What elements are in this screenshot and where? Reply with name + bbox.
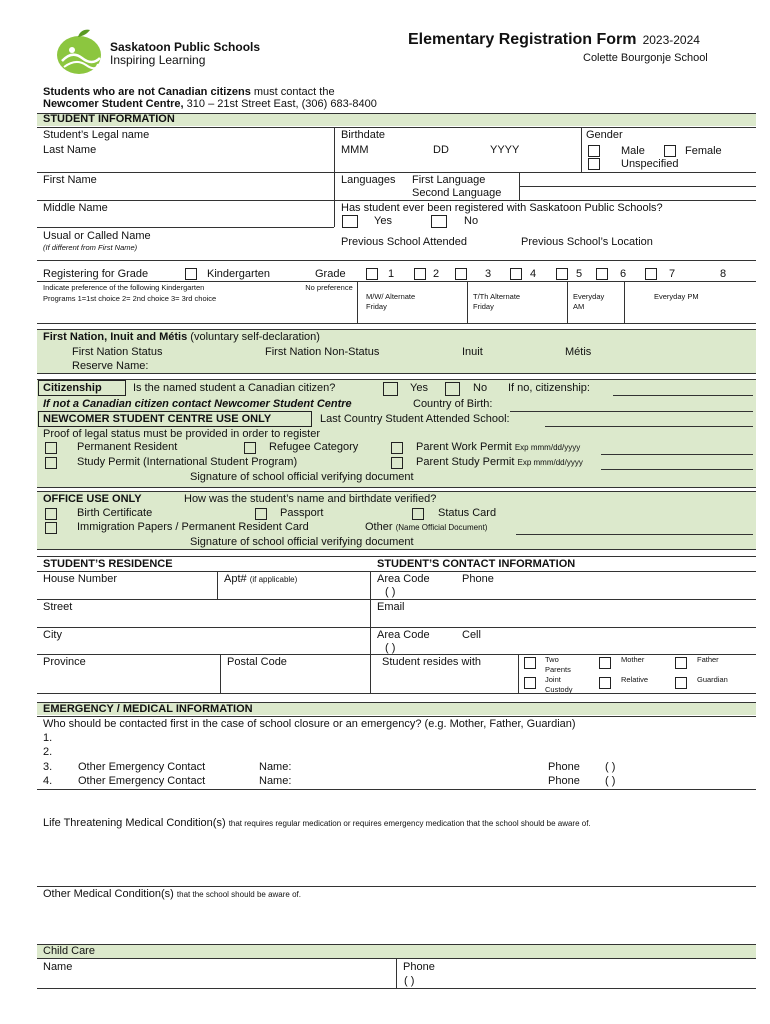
citizenship-signature-label: Signature of school official verifying document: [190, 471, 414, 483]
rule: [37, 599, 756, 600]
female-checkbox[interactable]: [664, 145, 676, 157]
rule: [37, 113, 756, 114]
rule: [519, 186, 756, 187]
first-nation-heading-text: First Nation, Inuit and Métis: [43, 331, 188, 343]
grade-7-checkbox[interactable]: [645, 268, 657, 280]
rule: [37, 260, 756, 261]
contact-name-label-3: Name:: [259, 761, 292, 773]
female-label: Female: [685, 145, 722, 157]
rule: [581, 127, 582, 172]
joint-custody-label: Joint Custody: [545, 675, 573, 694]
notice-bold-2: Newcomer Student Centre,: [43, 98, 184, 110]
last-country-label: Last Country Student Attended School:: [320, 413, 510, 425]
child-care-heading: Child Care: [43, 945, 95, 957]
fn-status-label: First Nation Status: [72, 346, 163, 358]
life-threatening-note: that requires regular medication or requires emergency medication that the school should be aware of.: [228, 819, 591, 828]
contact-name-label-4: Name:: [259, 775, 292, 787]
gender-label: Gender: [586, 129, 623, 141]
rule: [467, 281, 468, 323]
rule: [37, 886, 756, 887]
immigration-checkbox[interactable]: [45, 522, 57, 534]
inuit-label: Inuit: [462, 346, 483, 358]
other-doc-label: [365, 521, 487, 533]
work-permit-text: Parent Work Permit: [416, 441, 512, 453]
languages-label: Languages: [341, 174, 396, 186]
apt-text: Apt#: [224, 573, 247, 585]
male-checkbox[interactable]: [588, 145, 600, 157]
office-signature-label: Signature of school official verifying document: [190, 536, 414, 548]
child-care-name-label: Name: [43, 961, 73, 973]
citizen-yes-label: Yes: [410, 382, 428, 394]
rule: [37, 654, 756, 655]
grade-5-label: 5: [576, 268, 583, 280]
usual-name-label: Usual or Called Name: [43, 230, 151, 242]
child-care-phone-label: Phone: [403, 961, 435, 973]
email-label: Email: [377, 601, 405, 613]
registering-grade-label: Registering for Grade: [43, 268, 149, 280]
street-label: Street: [43, 601, 73, 613]
status-card-checkbox[interactable]: [412, 508, 424, 520]
citizen-no-checkbox[interactable]: [445, 382, 460, 396]
k-option-mw: M/W/ Alternate Friday: [366, 292, 416, 311]
rule: [37, 571, 756, 572]
apple-logo-icon: [52, 28, 108, 76]
rule: [37, 200, 756, 201]
grade-label: Grade: [315, 268, 346, 280]
office-question: How was the student’s name and birthdate verified?: [184, 493, 437, 505]
refugee-label: Refugee Category: [269, 441, 359, 453]
rule: [37, 693, 756, 694]
relative-checkbox[interactable]: [599, 677, 611, 689]
rule: [37, 491, 756, 492]
contact-heading: STUDENT’S CONTACT INFORMATION: [377, 558, 576, 570]
rule: [37, 329, 756, 330]
registered-yes-label: Yes: [374, 215, 392, 227]
work-permit-label: [416, 441, 580, 453]
mother-label: Mother: [621, 655, 645, 664]
rule: [37, 373, 756, 374]
citizen-question: Is the named student a Canadian citizen?: [133, 382, 336, 394]
contact-number-1: 1.: [43, 732, 53, 744]
grade-4-checkbox[interactable]: [510, 268, 522, 280]
joint-custody-checkbox[interactable]: [524, 677, 536, 689]
life-threatening-text: Life Threatening Medical Condition(s): [43, 817, 226, 829]
kindergarten-label: Kindergarten: [207, 268, 270, 280]
grade-3-checkbox[interactable]: [455, 268, 467, 280]
other-doc-note: (Name Official Document): [395, 523, 488, 532]
study-permit-checkbox[interactable]: [45, 457, 57, 469]
father-label: Father: [697, 655, 719, 664]
rule: [37, 323, 756, 324]
first-nation-heading-note: (voluntary self-declaration): [190, 331, 320, 343]
notice-line-2: [43, 98, 377, 110]
citizen-no-label: No: [473, 382, 488, 394]
contact-number-2: 2.: [43, 746, 53, 758]
parent-study-checkbox[interactable]: [391, 457, 403, 469]
first-nation-heading: [43, 331, 320, 343]
notice-rest-2: 310 – 21st Street East, (306) 683-8400: [186, 98, 377, 110]
father-checkbox[interactable]: [675, 657, 687, 669]
rule: [37, 556, 756, 557]
yyyy-label: YYYY: [490, 144, 520, 156]
rule: [37, 944, 756, 945]
guardian-checkbox[interactable]: [675, 677, 687, 689]
school-board-name: Saskatoon Public Schools: [110, 40, 261, 54]
k-preference-line-2: Programs 1=1st choice 2= 2nd choice 3= 3rd choice: [43, 294, 217, 303]
parent-study-label: [416, 456, 583, 468]
area-code-paren: ( ): [385, 586, 396, 598]
grade-3-label: 3: [485, 268, 492, 280]
notice-line-1: [43, 86, 335, 98]
grade-1-label: 1: [388, 268, 395, 280]
other-contact-label-3: Other Emergency Contact: [78, 761, 206, 773]
rule: [37, 988, 756, 989]
cell-area-code-label: Area Code: [377, 629, 430, 641]
proof-note: Proof of legal status must be provided in order to register: [43, 428, 320, 440]
if-no-citizenship-label: If no, citizenship:: [508, 382, 590, 394]
second-language-label: Second Language: [412, 187, 502, 199]
apt-note: (if applicable): [249, 575, 298, 584]
grade-2-label: 2: [433, 268, 440, 280]
notice-bold-1: Students who are not Canadian citizens: [43, 86, 251, 98]
middle-name-label: Middle Name: [43, 202, 108, 214]
reserve-label: Reserve Name:: [72, 360, 149, 372]
grade-4-label: 4: [530, 268, 537, 280]
city-label: City: [43, 629, 62, 641]
registered-question: Has student ever been registered with Saskatoon Public Schools?: [341, 202, 663, 214]
unspecified-checkbox[interactable]: [588, 158, 600, 170]
passport-label: Passport: [280, 507, 324, 519]
rule: [37, 127, 756, 128]
grade-1-checkbox[interactable]: [366, 268, 378, 280]
rule: [37, 627, 756, 628]
k-option-no-preference: No preference: [305, 283, 353, 292]
rule: [370, 571, 371, 693]
metis-label: Métis: [565, 346, 592, 358]
newcomer-heading: NEWCOMER STUDENT CENTRE USE ONLY: [43, 413, 272, 425]
contact-phone-paren-3: ( ): [605, 761, 616, 773]
house-number-label: House Number: [43, 573, 117, 585]
rule: [37, 172, 756, 173]
postal-code-label: Postal Code: [227, 656, 287, 668]
child-care-band: [37, 944, 756, 958]
contact-phone-label-4: Phone: [548, 775, 580, 787]
mother-checkbox[interactable]: [599, 657, 611, 669]
office-heading: OFFICE USE ONLY: [43, 493, 142, 505]
school-logo: [52, 28, 108, 76]
two-parents-label: Two Parents: [545, 655, 571, 674]
form-title-text: Elementary Registration Form: [408, 31, 637, 48]
contact-number-4: 4.: [43, 775, 53, 787]
rule: [510, 411, 753, 412]
rule: [217, 571, 218, 599]
previous-school-label: Previous School Attended: [341, 236, 467, 248]
rule: [601, 469, 753, 470]
rule: [37, 716, 756, 717]
form-year: 2023-2024: [642, 33, 700, 47]
registered-no-label: No: [464, 215, 479, 227]
work-permit-checkbox[interactable]: [391, 442, 403, 454]
registered-yes-checkbox[interactable]: [342, 215, 358, 228]
contact-number-3: 3.: [43, 761, 53, 773]
life-threatening-label: [43, 817, 591, 829]
kindergarten-checkbox[interactable]: [185, 268, 197, 280]
rule: [334, 127, 335, 227]
two-parents-checkbox[interactable]: [524, 657, 536, 669]
citizenship-heading: Citizenship: [43, 382, 102, 394]
rule: [601, 454, 753, 455]
grade-6-checkbox[interactable]: [596, 268, 608, 280]
last-name-label: Last Name: [43, 144, 97, 156]
emergency-heading: EMERGENCY / MEDICAL INFORMATION: [43, 703, 253, 715]
rule: [37, 379, 756, 380]
rule: [567, 281, 568, 323]
birth-cert-checkbox[interactable]: [45, 508, 57, 520]
other-medical-text: Other Medical Condition(s): [43, 888, 174, 900]
k-preference-line-1: Indicate preference of the following Kindergarten: [43, 283, 205, 292]
rule: [37, 227, 334, 228]
first-name-label: First Name: [43, 174, 97, 186]
cell-area-paren: ( ): [385, 642, 396, 654]
passport-checkbox[interactable]: [255, 508, 267, 520]
rule: [37, 549, 756, 550]
rule: [357, 281, 358, 323]
student-info-heading: STUDENT INFORMATION: [43, 113, 175, 125]
fn-non-status-label: First Nation Non-Status: [265, 346, 380, 358]
immigration-label: Immigration Papers / Permanent Resident Card: [77, 521, 309, 533]
rule: [220, 654, 221, 693]
birth-cert-label: Birth Certificate: [77, 507, 153, 519]
grade-8-label: 8: [720, 268, 727, 280]
male-label: Male: [621, 145, 645, 157]
emergency-question: Who should be contacted first in the case of school closure or an emergency? (e.g. Mother, Father, Guardian): [43, 718, 576, 730]
area-code-label: Area Code: [377, 573, 430, 585]
rule: [37, 789, 756, 790]
rule: [613, 395, 753, 396]
cell-label: Cell: [462, 629, 481, 641]
other-medical-note: that the school should be aware of.: [176, 890, 301, 899]
resides-with-label: Student resides with: [382, 656, 482, 668]
grade-7-label: 7: [669, 268, 676, 280]
not-citizen-note: If not a Canadian citizen contact Newcomer Student Centre: [43, 398, 352, 410]
k-option-everyday-pm: Everyday PM: [654, 292, 699, 301]
child-care-phone-paren: ( ): [404, 975, 415, 987]
k-option-tth: T/Th Alternate Friday: [473, 292, 521, 311]
registered-no-checkbox[interactable]: [431, 215, 447, 228]
residence-heading: STUDENT’S RESIDENCE: [43, 558, 173, 570]
contact-phone-label-3: Phone: [548, 761, 580, 773]
birthdate-label: Birthdate: [341, 129, 386, 141]
grade-6-label: 6: [620, 268, 627, 280]
rule: [545, 426, 753, 427]
study-permit-label: Study Permit (International Student Program): [77, 456, 298, 468]
tagline: Inspiring Learning: [110, 53, 206, 67]
permanent-resident-label: Permanent Resident: [77, 441, 178, 453]
unspecified-label: Unspecified: [621, 158, 679, 170]
status-card-label: Status Card: [438, 507, 497, 519]
relative-label: Relative: [621, 675, 649, 684]
rule: [37, 487, 756, 488]
permanent-resident-checkbox[interactable]: [45, 442, 57, 454]
guardian-label: Guardian: [697, 675, 728, 684]
usual-name-note: (If different from First Name): [43, 243, 138, 252]
dd-label: DD: [433, 144, 449, 156]
phone-label: Phone: [462, 573, 494, 585]
rule: [37, 281, 756, 282]
form-title: [408, 31, 700, 49]
mmm-label: MMM: [341, 144, 369, 156]
legal-name-label: Student’s Legal name: [43, 129, 150, 141]
rule: [624, 281, 625, 323]
k-option-everyday-am: Everyday AM: [573, 292, 605, 311]
other-medical-label: [43, 888, 301, 900]
grade-5-checkbox[interactable]: [556, 268, 568, 280]
contact-phone-paren-4: ( ): [605, 775, 616, 787]
apt-label: [224, 573, 297, 585]
parent-study-text: Parent Study Permit: [416, 456, 515, 468]
school-name: Colette Bourgonje School: [583, 52, 708, 64]
grade-2-checkbox[interactable]: [414, 268, 426, 280]
other-contact-label-4: Other Emergency Contact: [78, 775, 206, 787]
rule: [518, 654, 519, 693]
rule: [396, 958, 397, 988]
other-doc-text: Other: [365, 521, 393, 533]
country-birth-label: Country of Birth:: [413, 398, 493, 410]
refugee-checkbox[interactable]: [244, 442, 256, 454]
first-language-label: First Language: [412, 174, 486, 186]
notice-rest-1: must contact the: [253, 86, 335, 98]
parent-study-exp: Exp mmm/dd/yyyy: [517, 458, 583, 467]
work-permit-exp: Exp mmm/dd/yyyy: [514, 443, 581, 452]
citizen-yes-checkbox[interactable]: [383, 382, 398, 396]
rule: [516, 534, 753, 535]
previous-location-label: Previous School’s Location: [521, 236, 653, 248]
province-label: Province: [43, 656, 86, 668]
